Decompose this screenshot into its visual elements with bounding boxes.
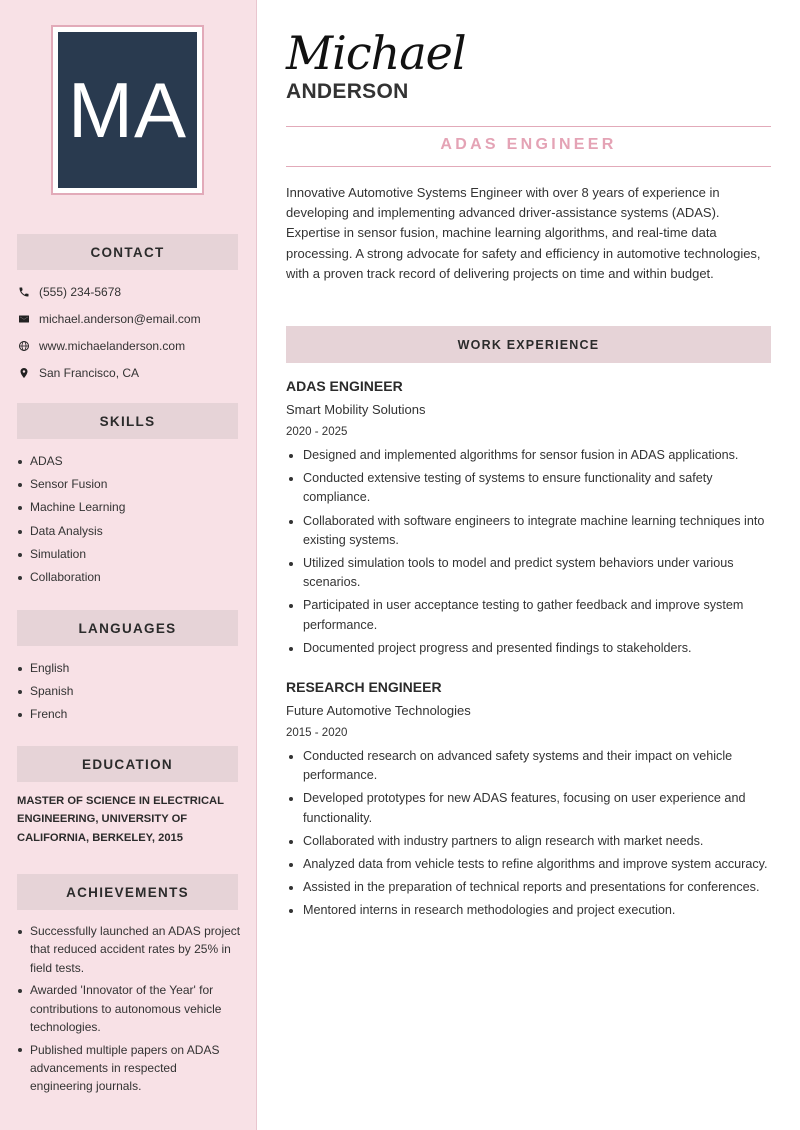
mail-icon	[17, 312, 31, 326]
list-item: French	[17, 703, 242, 726]
phone-text: (555) 234-5678	[39, 284, 122, 299]
job-entry	[286, 676, 771, 925]
list-item: Assisted in the preparation of technical reports and presentations for conferences.	[286, 878, 771, 897]
list-item: Awarded 'Innovator of the Year' for contributions to autonomous vehicle technologies.	[17, 981, 242, 1036]
job-company: Future Automotive Technologies	[286, 703, 471, 718]
last-name: ANDERSON	[286, 80, 409, 103]
list-item: Utilized simulation tools to model and predict system behaviors under various scenarios.	[286, 554, 771, 592]
achievements-list	[17, 922, 242, 1100]
list-item: Documented project progress and presented findings to stakeholders.	[286, 639, 771, 658]
contact-email	[17, 305, 242, 332]
list-item: Conducted extensive testing of systems to ensure functionality and safety compliance.	[286, 469, 771, 507]
list-item: Sensor Fusion	[17, 473, 242, 496]
contact-heading: CONTACT	[17, 234, 238, 270]
contact-list	[17, 278, 242, 386]
list-item: Published multiple papers on ADAS advancements in respected engineering journals.	[17, 1041, 242, 1096]
list-item: English	[17, 657, 242, 680]
list-item: Machine Learning	[17, 496, 242, 519]
job-role: ADAS ENGINEER	[286, 378, 403, 394]
list-item: Collaborated with software engineers to integrate machine learning techniques into existing systems.	[286, 512, 771, 550]
job-entry	[286, 375, 771, 662]
globe-icon	[17, 339, 31, 353]
summary: Innovative Automotive Systems Engineer with over 8 years of experience in developing and implementing advanced driver-assistance systems (ADAS). Expertise in sensor fusion, machine learning algorithms, and real-time data processing. A strong advocate for safety and efficiency in automotive technologies, with a proven track record of delivering projects on time and within budget.	[286, 185, 761, 281]
list-item: Successfully launched an ADAS project that reduced accident rates by 25% in field tests.	[17, 922, 242, 977]
list-item: Mentored interns in research methodologies and project execution.	[286, 901, 771, 920]
list-item: Collaborated with industry partners to align research with market needs.	[286, 832, 771, 851]
sidebar	[0, 0, 257, 1130]
contact-location	[17, 359, 242, 386]
work-experience-heading: WORK EXPERIENCE	[286, 326, 771, 363]
list-item: Participated in user acceptance testing to gather feedback and improve system performance.	[286, 596, 771, 634]
job-dates: 2015 - 2020	[286, 727, 348, 739]
monogram: MA	[58, 32, 197, 188]
job-title: ADAS ENGINEER	[440, 136, 617, 153]
list-item: Designed and implemented algorithms for sensor fusion in ADAS applications.	[286, 446, 771, 465]
education-heading: EDUCATION	[17, 746, 238, 782]
achievements-heading: ACHIEVEMENTS	[17, 874, 238, 910]
list-item: Spanish	[17, 680, 242, 703]
divider	[286, 126, 771, 127]
location-pin-icon	[17, 366, 31, 380]
list-item: ADAS	[17, 450, 242, 473]
list-item: Conducted research on advanced safety systems and their impact on vehicle performance.	[286, 747, 771, 785]
list-item: Collaboration	[17, 566, 242, 589]
monogram-frame	[51, 25, 204, 195]
first-name: Michael	[286, 26, 466, 80]
job-bullets	[286, 747, 771, 921]
languages-heading: LANGUAGES	[17, 610, 238, 646]
contact-website	[17, 332, 242, 359]
job-bullets	[286, 446, 771, 658]
education-text: MASTER OF SCIENCE IN ELECTRICAL ENGINEERING, UNIVERSITY OF CALIFORNIA, BERKELEY, 2015	[17, 795, 224, 844]
list-item: Developed prototypes for new ADAS features, focusing on user experience and functionality.	[286, 789, 771, 827]
email-text: michael.anderson@email.com	[39, 311, 201, 326]
list-item: Analyzed data from vehicle tests to refine algorithms and improve system accuracy.	[286, 855, 771, 874]
list-item: Simulation	[17, 543, 242, 566]
skills-list	[17, 450, 242, 589]
skills-heading: SKILLS	[17, 403, 238, 439]
job-company: Smart Mobility Solutions	[286, 402, 426, 417]
website-text: www.michaelanderson.com	[39, 338, 186, 353]
languages-list	[17, 657, 242, 727]
job-role: RESEARCH ENGINEER	[286, 679, 442, 695]
main-content	[286, 0, 771, 1130]
contact-phone	[17, 278, 242, 305]
location-text: San Francisco, CA	[39, 365, 140, 380]
phone-icon	[17, 285, 31, 299]
job-dates: 2020 - 2025	[286, 426, 348, 438]
list-item: Data Analysis	[17, 520, 242, 543]
divider	[286, 166, 771, 167]
